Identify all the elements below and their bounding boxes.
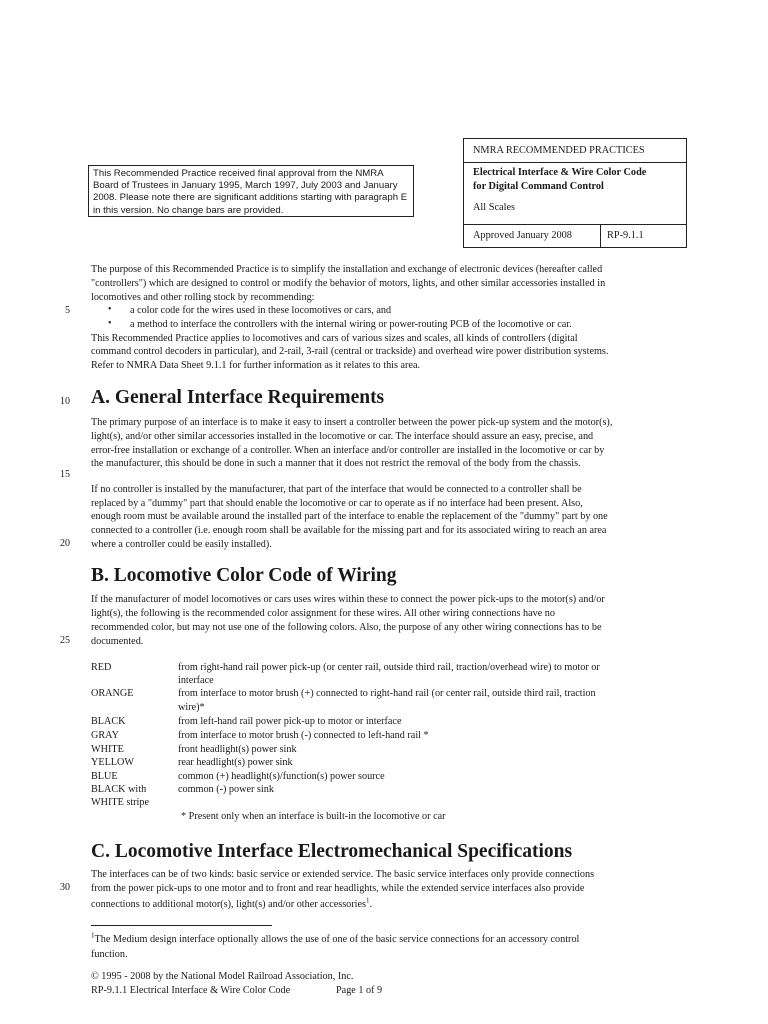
- bullet-icon: •: [108, 304, 112, 315]
- intro-line: The purpose of this Recommended Practice is to simplify the installation and exchange of electronic devices (hereafter called: [91, 264, 603, 275]
- wire-description: from interface to motor brush (-) connected to left-hand rail *: [178, 730, 429, 741]
- footnote-line: [91, 933, 579, 946]
- wire-description: common (-) power sink: [178, 784, 274, 795]
- footer-page: Page 1 of 9: [336, 985, 383, 996]
- header-title-line1: Electrical Interface & Wire Color Code: [473, 167, 647, 178]
- wire-color-line2: WHITE stripe: [91, 797, 149, 808]
- section-a-line: connected to a controller (i.e. enough room shall be available for the missing part and for its associated wiring to reach an area: [91, 525, 607, 536]
- wire-color: RED: [91, 662, 112, 673]
- wire-color: WHITE: [91, 744, 124, 755]
- intro-line: "controllers") which are designed to control or modify the behavior of motors, lights, and other similar accessories installed in: [91, 278, 606, 289]
- section-c-end: .: [369, 899, 373, 910]
- section-a-heading: A. General Interface Requirements: [91, 387, 385, 408]
- line-number: 10: [60, 396, 70, 407]
- intro-bullet: a color code for the wires used in these locomotives or cars, and: [130, 305, 392, 316]
- wire-description: rear headlight(s) power sink: [178, 757, 293, 768]
- section-b-line: recommended color, but may not use one of the following colors. Also, the purpose of any other wiring connections has to be: [91, 622, 602, 633]
- footnote-line: function.: [91, 949, 128, 960]
- section-c-text: connections to additional motor(s), light(s) and/or other accessories: [91, 899, 366, 910]
- wire-color: GRAY: [91, 730, 119, 741]
- footnote-mark: 1: [91, 931, 95, 940]
- header-approved-date: Approved January 2008: [473, 230, 572, 241]
- footer-doc: RP-9.1.1 Electrical Interface & Wire Color Code: [91, 985, 291, 996]
- header-divider: [600, 224, 601, 248]
- document-header-box: [463, 138, 687, 248]
- line-number: 25: [60, 635, 70, 646]
- footnote-reference: 1: [366, 896, 370, 905]
- intro-bullet: a method to interface the controllers with the internal wiring or power-routing PCB of the locomotive or car.: [130, 319, 572, 330]
- section-a-line: If no controller is installed by the manufacturer, that part of the interface that would be connected to a controller shall be: [91, 484, 582, 495]
- wire-description: from left-hand rail power pick-up to motor or interface: [178, 716, 402, 727]
- wire-color: BLACK: [91, 716, 126, 727]
- wire-description: wire)*: [178, 702, 205, 713]
- wire-description: interface: [178, 675, 214, 686]
- section-b-line: light(s), the following is the recommended color assignment for these wires. All other wiring connections have no: [91, 608, 555, 619]
- wire-color: BLACK with: [91, 784, 147, 795]
- line-number: 5: [65, 305, 70, 316]
- header-org-row: [464, 139, 686, 163]
- header-doc-id: RP-9.1.1: [607, 230, 644, 241]
- header-approval-row: [464, 224, 686, 249]
- approval-note-box: [88, 165, 414, 217]
- line-number: 30: [60, 882, 70, 893]
- footnote-text: The Medium design interface optionally allows the use of one of the basic service connections for an accessory control: [94, 934, 580, 945]
- intro-line: command control decoders in particular), and 2-rail, 3-rail (central or trackside) and overhead wire power distribution systems.: [91, 346, 609, 357]
- wire-description: from interface to motor brush (+) connected to right-hand rail (or center rail, outside third rail, traction: [178, 688, 596, 699]
- approval-note-line: This Recommended Practice received final approval from the NMRA: [93, 168, 384, 179]
- section-b-line: documented.: [91, 636, 144, 647]
- section-c-line: The interfaces can be of two kinds: basic service or extended service. The basic service interfaces only provide connections: [91, 869, 595, 880]
- line-number: 20: [60, 538, 70, 549]
- line-number: 15: [60, 469, 70, 480]
- approval-note-line: in this version. No change bars are provided.: [93, 204, 284, 216]
- footnote-rule: [91, 925, 272, 926]
- section-b-line: If the manufacturer of model locomotives or cars uses wires within these to connect the power pick-ups to the motor(s) and/or: [91, 594, 605, 605]
- section-c-line: [91, 898, 372, 911]
- approval-note-line: Board of Trustees in January 1995, March 1997, July 2003 and January: [93, 180, 398, 192]
- section-a-line: error-free installation or exchange of a controller. When an interface and/or controller are installed in the locomotive or car by: [91, 445, 605, 456]
- wire-color: ORANGE: [91, 688, 134, 699]
- intro-line: locomotives and other rolling stock by recommending:: [91, 292, 315, 303]
- bullet-icon: •: [108, 318, 112, 329]
- section-c-heading: C. Locomotive Interface Electromechanical Specifications: [91, 841, 573, 862]
- header-title-line2: for Digital Command Control: [473, 181, 604, 192]
- section-a-line: the manufacturer, this should be done in such a manner that it does not restrict the removal of the body from the chassis.: [91, 458, 581, 469]
- header-org: NMRA RECOMMENDED PRACTICES: [473, 145, 645, 156]
- section-a-line: light(s), and/or other similar accessories installed in the locomotive or car. The interface should assure an easy, precise, and: [91, 431, 594, 442]
- intro-line: This Recommended Practice applies to locomotives and cars of various sizes and scales, all kinds of controllers (digital: [91, 333, 578, 344]
- section-a-line: enough room must be available around the installed part of the interface to enable the replacement of the "dummy" part by one: [91, 511, 608, 522]
- wire-color: YELLOW: [91, 757, 134, 768]
- header-title-row: [464, 162, 686, 225]
- section-a-line: where a controller could be easily installed).: [91, 539, 272, 550]
- intro-line: Refer to NMRA Data Sheet 9.1.1 for further information as it relates to this area.: [91, 360, 421, 371]
- wire-description: from right-hand rail power pick-up (or center rail, outside third rail, traction/overhead wire) to motor or: [178, 662, 600, 673]
- section-b-heading: B. Locomotive Color Code of Wiring: [91, 565, 397, 586]
- section-a-line: replaced by a "dummy" part that should enable the locomotive or car to operate as if no interface had been present. Also,: [91, 498, 583, 509]
- wire-description: front headlight(s) power sink: [178, 744, 297, 755]
- section-a-line: The primary purpose of an interface is to make it easy to insert a controller between the power pick-up system and the motor(s),: [91, 417, 613, 428]
- wire-color-note: * Present only when an interface is built-in the locomotive or car: [181, 811, 446, 822]
- header-scales: All Scales: [473, 202, 516, 213]
- section-c-line: from the power pick-ups to one motor and to front and rear headlights, while the extended service interfaces also provide: [91, 883, 585, 894]
- wire-description: common (+) headlight(s)/function(s) power source: [178, 771, 385, 782]
- wire-color: BLUE: [91, 771, 118, 782]
- footer-copyright: © 1995 - 2008 by the National Model Railroad Association, Inc.: [91, 971, 354, 982]
- approval-note-line: 2008. Please note there are significant additions starting with paragraph E: [93, 192, 408, 204]
